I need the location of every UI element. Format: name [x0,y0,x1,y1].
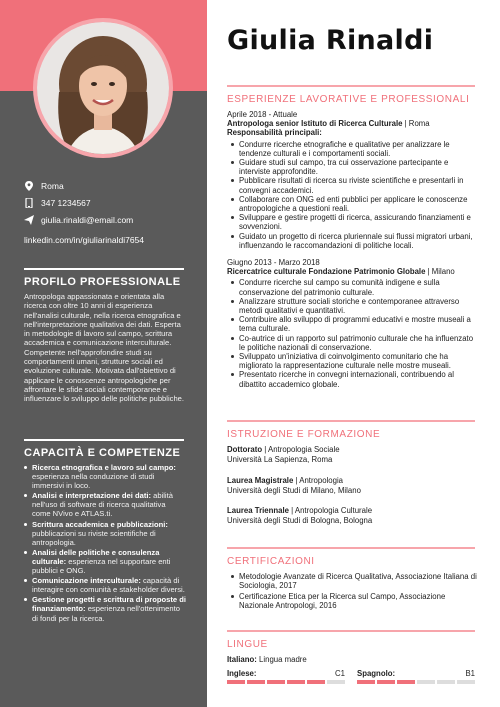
languages-title: LINGUE [227,639,268,650]
education-degree: Dottorato [227,445,263,454]
education-school: Università degli Studi di Milano, Milano [227,485,361,495]
contact-phone [24,198,91,208]
job-bullet: Collaborare con ONG ed enti pubblici per applicare le conoscenze antropologiche a questioni reali. [231,195,477,213]
skills-title: CAPACITÀ E COMPETENZE [24,447,181,459]
language-name: Spagnolo: [357,669,396,678]
native-language-label: Italiano: [227,655,257,664]
certification-item: Certificazione Etica per la Ricerca sul Campo, Associazione Nazionale Antropologi, 2016 [231,592,477,611]
level-segment [227,680,245,684]
phone-text: 347 1234567 [41,198,91,208]
portrait-image [37,22,169,154]
skill-text: pubblicazioni su riviste scientifiche di antropologia. [32,528,156,547]
skill-text: abilità nell'uso di software di ricerca qualitativa come NVivo e ATLAS.ti. [32,491,173,519]
education-entry [227,506,477,525]
job-place: | Roma [402,119,430,129]
profile-text: Antropologa appassionata e orientata alla ricerca con oltre 10 anni di esperienza nell'analisi culturale, nella ricerca etnografica e nell'interpretazione qualitativa dei dati. Esperta in metodologie di lavoro sul campo, scrittura accademica e comunicazione interculturale. Competente nell'approfondire studi su comportamenti umani, strutture sociali ed evoluzione culturale. Motivata dall'obiettivo di applicare le conoscenze antropologiche per affrontare le sfide sociali contemporanee e influenzare lo sviluppo delle politiche pubbliche. [24,292,184,404]
language-name: Inglese: [227,669,257,678]
job-role: Ricercatrice culturale Fondazione Patrimonio Globale [227,267,426,277]
profile-title: PROFILO PROFESSIONALE [24,276,181,288]
job-bullet: Sviluppare e gestire progetti di ricerca, assicurando finanziamenti e sovvenzioni. [231,213,477,231]
level-segment [397,680,415,684]
experience-title: ESPERIENZE LAVORATIVE E PROFESSIONALI [227,94,470,105]
skill-item [24,548,186,575]
skill-item [24,491,186,518]
education-divider [227,420,475,422]
skill-item [24,576,186,594]
education-field: | Antropologia [293,476,344,485]
job-bullet: Guidato un progetto di ricerca pluriennale sui flussi migratori urbani, influenzando le raccomandazioni di politiche locali. [231,232,477,250]
education-degree: Laurea Magistrale [227,476,294,485]
skill-text: capacità di interagire con comunità e stakeholder diversi. [32,576,185,595]
level-segment [247,680,265,684]
skills-list [24,463,186,624]
location-pin-icon [24,181,34,191]
education-school: Università degli Studi di Bologna, Bologna [227,515,373,525]
skill-heading: Analisi delle politiche e consulenza culturale: [32,547,160,566]
job-bullets [227,278,477,388]
job-entry [227,258,477,389]
skill-item [24,595,186,622]
email-text[interactable]: giulia.rinaldi@email.com [41,215,134,225]
education-field: | Antropologia Culturale [288,506,373,515]
level-segment [357,680,375,684]
language-row [227,669,345,678]
send-icon [24,215,34,225]
job-bullet: Presentato ricerche in convegni internazionali, contribuendo al dibattito accademico globale. [231,370,477,388]
education-degree: Laurea Triennale [227,506,289,515]
languages-divider [227,630,475,632]
job-place: | Milano [425,267,455,277]
skill-heading: Analisi e interpretazione dei dati: [32,491,151,501]
skill-text: esperienza nella conduzione di studi immersivi in loco. [32,472,155,491]
job-bullet: Condurre ricerche sul campo su comunità indigene e sulla conservazione del patrimonio culturale. [231,278,477,296]
skill-item [24,520,186,547]
language-level-bar [227,680,345,684]
job-bullet: Condurre ricerche etnografiche e qualitative per analizzare le tendenze culturali e i comportamenti sociali. [231,140,477,158]
job-dates: Aprile 2018 - Attuale [227,110,298,119]
skill-heading: Gestione progetti e scrittura di proposte di finanziamento: [32,595,187,614]
contact-linkedin[interactable] [24,235,144,245]
education-field: | Antropologia Sociale [262,445,340,454]
job-bullet: Analizzare strutture sociali storiche e contemporanee attraverso metodi qualitativi e quantitativi. [231,297,477,315]
candidate-name: Giulia Rinaldi [227,25,434,56]
skill-text: esperienza nell'ottenimento di fondi per la ricerca. [32,604,180,623]
job-role: Antropologa senior Istituto di Ricerca Culturale [227,119,403,129]
job-bullet: Co-autrice di un rapporto sul patrimonio culturale che ha influenzato le politiche nazionali di conservazione. [231,334,477,352]
level-segment [327,680,345,684]
profile-divider [24,268,184,270]
job-bullet: Contribuire allo sviluppo di programmi educativi e mostre museali a tema culturale. [231,315,477,333]
linkedin-text[interactable]: linkedin.com/in/giuliarinaldi7654 [24,235,145,245]
skill-heading: Scrittura accademica e pubblicazioni: [32,519,168,529]
level-segment [457,680,475,684]
certifications-divider [227,547,475,549]
job-responsibilities-heading: Responsabilità principali: [227,128,322,138]
job-bullet: Pubblicare risultati di ricerca su riviste scientifiche e presentarli in convegni accademici. [231,176,477,194]
level-segment [307,680,325,684]
language-level-bar [357,680,475,684]
language-level: B1 [465,669,475,678]
profile-photo [33,18,173,158]
job-entry [227,110,477,250]
experience-divider [227,85,475,87]
language-level: C1 [335,669,345,678]
skill-item [24,463,186,490]
job-bullet: Sviluppato un'iniziativa di coinvolgimento comunitario che ha migliorato la rappresentazione culturale nelle mostre museali. [231,352,477,370]
education-school: Università La Sapienza, Roma [227,454,333,464]
skills-divider [24,439,184,441]
certifications-title: CERTIFICAZIONI [227,556,315,567]
education-title: ISTRUZIONE E FORMAZIONE [227,429,381,440]
job-bullets [227,140,477,250]
education-entry [227,445,477,464]
skill-heading: Ricerca etnografica e lavoro sul campo: [32,463,176,472]
certification-item: Metodologie Avanzate di Ricerca Qualitativa, Associazione Italiana di Sociologia, 2017 [231,572,477,591]
native-language [227,655,307,664]
location-text: Roma [41,181,64,191]
job-bullet: Guidare studi sul campo, tra cui osservazione partecipante e interviste approfondite. [231,158,477,176]
language-row [357,669,475,678]
level-segment [287,680,305,684]
native-language-value: Lingua madre [256,655,307,664]
phone-icon [24,198,34,208]
education-entry [227,476,477,495]
level-segment [417,680,435,684]
contact-email[interactable] [24,215,133,225]
contact-location [24,181,64,191]
skill-text: esperienza nel supportare enti pubblici e ONG. [32,556,171,576]
certifications-list [227,572,477,611]
job-dates: Giugno 2013 - Marzo 2018 [227,258,320,267]
level-segment [437,680,455,684]
skill-heading: Comunicazione interculturale: [32,576,141,586]
level-segment [377,680,395,684]
level-segment [267,680,285,684]
